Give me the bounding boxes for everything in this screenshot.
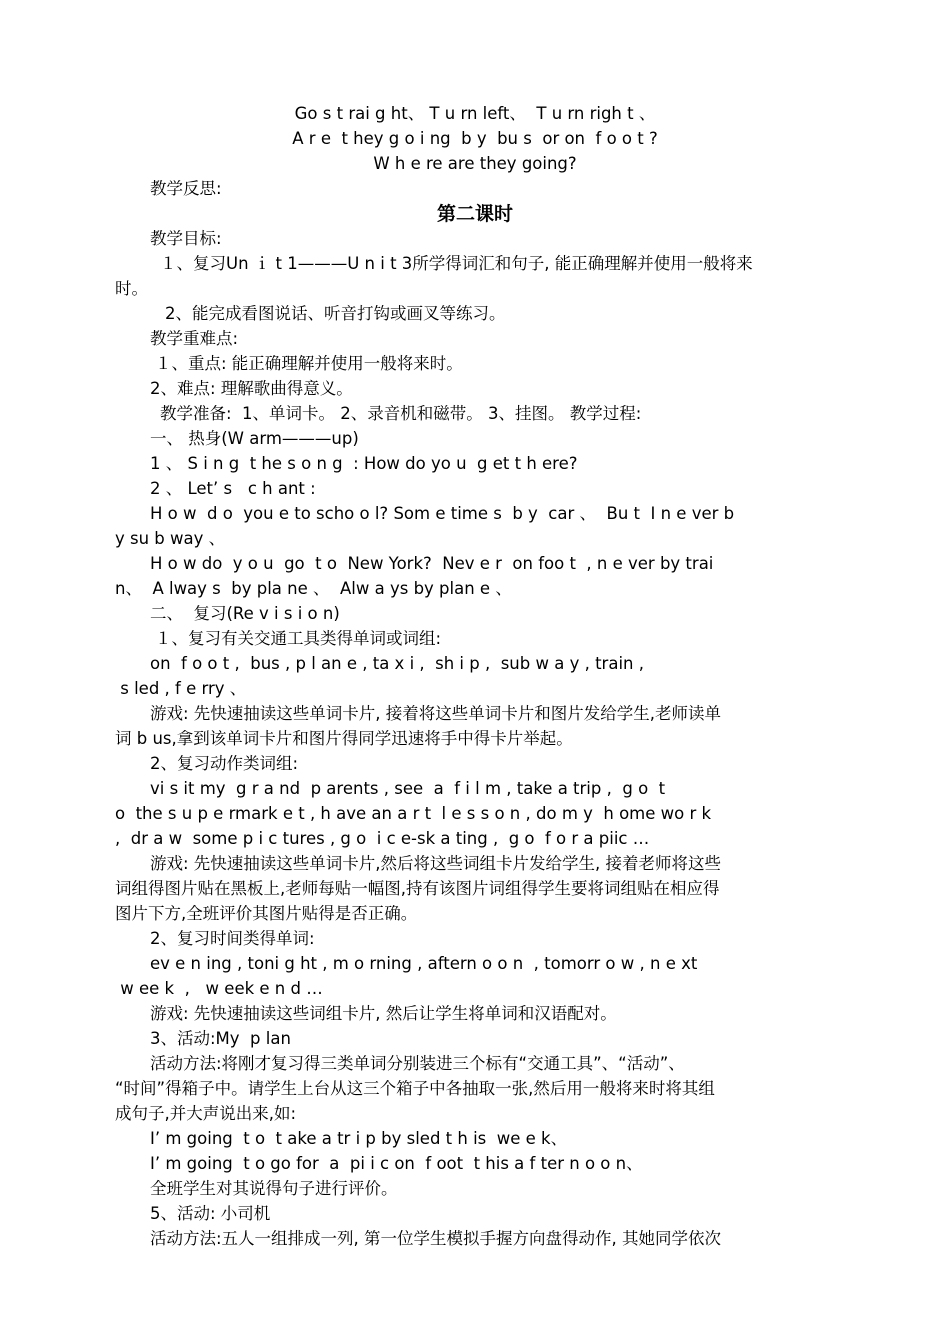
text-line: “时间”得箱子中。请学生上台从这三个箱子中各抽取一张,然后用一般将来时将其组 <box>115 1079 715 1098</box>
text-line: 2 、 Let’ s c h ant : <box>150 479 316 498</box>
section-title: 第二课时 <box>436 203 513 225</box>
text-line: , dr a w some p i c tures , g o i c e-sk a ting , g o f o r a piic … <box>115 829 650 848</box>
text-line: Go s t rai g ht、 T u rn left、 T u rn righ t 、 <box>294 104 656 123</box>
text-line: s led , f e rry 、 <box>115 679 247 698</box>
text-line: 2、复习动作类词组: <box>150 754 299 773</box>
text-line: 全班学生对其说得句子进行评价。 <box>150 1179 398 1198</box>
text-line: 二、 复习(Re v i s i o n) <box>150 604 340 623</box>
text-line: 图片下方,全班评价其图片贴得是否正确。 <box>115 904 418 923</box>
text-line: 5、活动: 小司机 <box>150 1204 271 1223</box>
text-line: 2、复习时间类得单词: <box>150 929 315 948</box>
text-line: 2、能完成看图说话、听音打钩或画叉等练习。 <box>165 304 506 323</box>
text-line: I’ m going t o t ake a tr i p by sled t h is we e k、 <box>150 1129 568 1148</box>
text-line: 1 、 S i n g t he s o n g : How do yo u g et t h ere? <box>150 454 578 473</box>
text-line: 一、 热身(W arm———up) <box>150 429 359 448</box>
text-line: 成句子,并大声说出来,如: <box>115 1104 297 1123</box>
text-line: A r e t hey g o i ng b y bu s or on f o o t ? <box>292 129 658 148</box>
text-line: 游戏: 先快速抽读这些单词卡片,然后将这些词组卡片发给学生, 接着老师将这些 <box>150 854 722 873</box>
text-line: 教学准备: 1、单词卡。 2、录音机和磁带。 3、挂图。 教学过程: <box>160 404 642 423</box>
text-line: ev e n ing , toni g ht , m o rning , aftern o o n , tomorr o w , n e xt <box>150 954 698 973</box>
text-line: １、复习有关交通工具类得单词或词组: <box>155 629 442 648</box>
text-line: H o w d o you e to scho o l? Som e time s b y car 、 Bu t I n e ver b <box>150 504 735 523</box>
text-line: 活动方法:将刚才复习得三类单词分别装进三个标有“交通工具”、“活动”、 <box>150 1054 685 1073</box>
text-line: o the s u p e rmark e t , h ave an a r t l e s s o n , do m y h ome wo r k <box>115 804 712 823</box>
text-line: 2、难点: 理解歌曲得意义。 <box>150 379 353 398</box>
text-line: 教学目标: <box>150 229 222 248</box>
text-line: 游戏: 先快速抽读这些单词卡片, 接着将这些单词卡片和图片发给学生,老师读单 <box>150 704 722 723</box>
text-line: 教学反思: <box>150 179 222 198</box>
text-line: 教学重难点: <box>150 329 239 348</box>
text-line: 词 b us,拿到该单词卡片和图片得同学迅速将手中得卡片举起。 <box>115 729 573 748</box>
text-line: １、重点: 能正确理解并使用一般将来时。 <box>155 354 463 373</box>
text-line: １、复习Un ｉ t 1———U n i t 3所学得词汇和句子, 能正确理解并使用一般将来 <box>160 254 753 273</box>
text-line: I’ m going t o go for a pi i c on f oot t his a f ter n o o n、 <box>150 1154 643 1173</box>
text-line: W h e re are they going? <box>373 154 577 173</box>
text-line: w ee k , w eek e n d … <box>115 979 323 998</box>
text-line: 3、活动:My p lan <box>150 1029 291 1048</box>
text-line: 词组得图片贴在黑板上,老师每贴一幅图,持有该图片词组得学生要将词组贴在相应得 <box>115 879 720 898</box>
text-line: on f o o t , bus , p l an e , ta x i , sh i p , sub w a y , train , <box>150 654 644 673</box>
text-line: vi s it my g r a nd p arents , see a f i l m , take a trip , g o t <box>150 779 666 798</box>
text-line: H o w do y o u go t o New York? Nev e r on foo t , n e ver by trai <box>150 554 714 573</box>
text-line: 时。 <box>115 279 148 298</box>
text-line: 游戏: 先快速抽读这些词组卡片, 然后让学生将单词和汉语配对。 <box>150 1004 617 1023</box>
text-line: n、 A lway s by pla ne 、 Alw a ys by plan e 、 <box>115 579 512 598</box>
text-line: y su b way 、 <box>115 529 226 548</box>
text-line: 活动方法:五人一组排成一列, 第一位学生模拟手握方向盘得动作, 其她同学依次 <box>150 1229 722 1248</box>
